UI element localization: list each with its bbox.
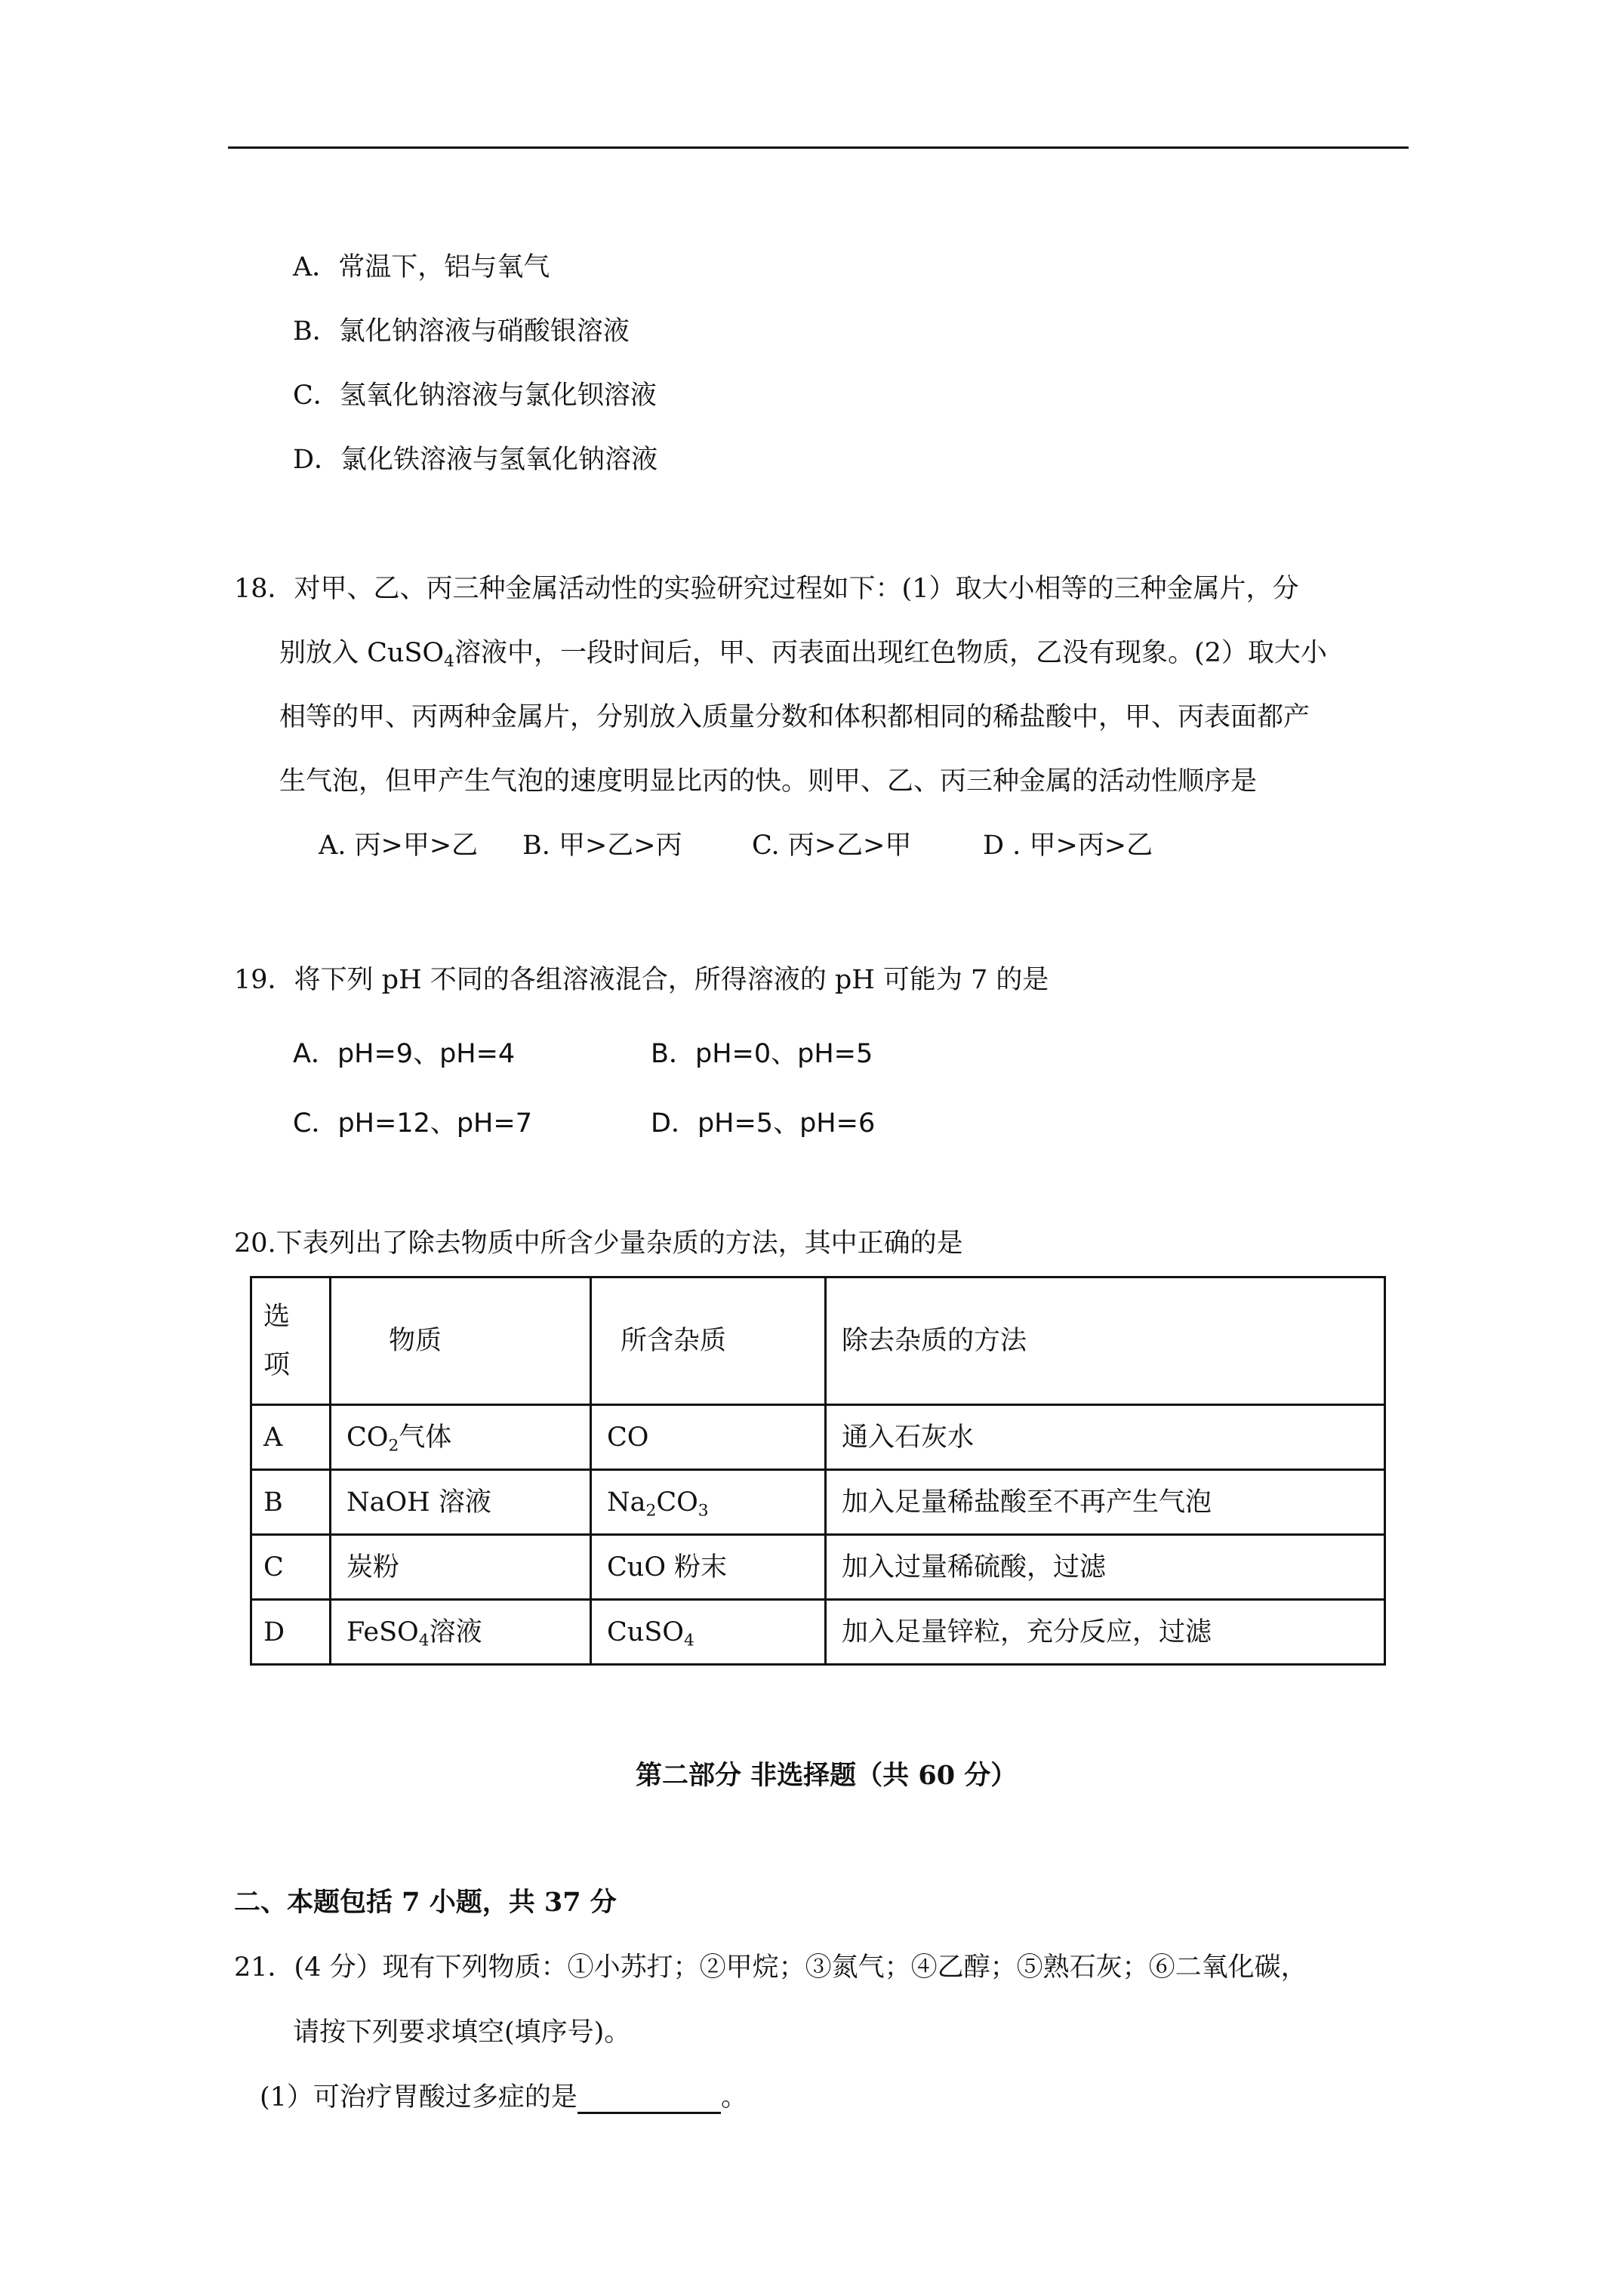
header-substance: 物质 (331, 1277, 591, 1405)
q18-option-c: C. 丙>乙>甲 (752, 831, 912, 861)
row-option: A (251, 1405, 331, 1470)
table-row (251, 1600, 1385, 1665)
answer-blank[interactable] (577, 2086, 721, 2114)
row-option: D (251, 1600, 331, 1665)
q17-option-a: A．常温下，铝与氧气 (293, 252, 550, 282)
header-rule (228, 146, 1409, 149)
table-row (251, 1470, 1385, 1535)
row-method: 加入足量稀盐酸至不再产生气泡 (826, 1470, 1385, 1535)
row-substance: 炭粉 (331, 1535, 591, 1600)
q17-option-d: D．氯化铁溶液与氢氧化钠溶液 (293, 445, 658, 475)
q19-stem: 19．将下列 pH 不同的各组溶液混合，所得溶液的 pH 可能为 7 的是 (234, 965, 1049, 995)
header-method: 除去杂质的方法 (826, 1277, 1385, 1405)
row-substance: $CO_2$气体 (331, 1405, 591, 1470)
row-option: B (251, 1470, 331, 1535)
q21-sub1: (1）可治疗胃酸过多症的是 。 (260, 2082, 747, 2113)
row-impurity: CuSO$_4$ (591, 1600, 826, 1665)
q18-option-d: D . 甲>丙>乙 (983, 831, 1153, 861)
part2-title: 第二部分 非选择题（共 60 分） (636, 1760, 1018, 1791)
section-heading: 二、本题包括 7 小题，共 37 分 (234, 1887, 617, 1918)
q18-stem-line4: 生气泡，但甲产生气泡的速度明显比丙的快。则甲、乙、丙三种金属的活动性顺序是 (279, 766, 1258, 797)
row-impurity: CO (591, 1405, 826, 1470)
q18-option-a: A. 丙>甲>乙 (319, 831, 479, 861)
q19-option-d: D．pH=5、pH=6 (651, 1108, 876, 1139)
q18-stem-line2: 别放入 CuSO$_4$溶液中，一段时间后，甲、丙表面出现红色物质，乙没有现象。(2）取大小 (279, 638, 1327, 671)
q18-option-b: B. 甲>乙>丙 (522, 831, 682, 861)
q21-stem-line2: 请按下列要求填空(填序号)。 (293, 2017, 631, 2048)
row-method: 加入足量锌粒，充分反应，过滤 (826, 1600, 1385, 1665)
q20-stem: 20.下表列出了除去物质中所含少量杂质的方法，其中正确的是 (234, 1228, 963, 1259)
q18-stem-line1: 18．对甲、乙、丙三种金属活动性的实验研究过程如下：(1）取大小相等的三种金属片，分 (234, 574, 1299, 604)
q18-stem-line3: 相等的甲、丙两种金属片，分别放入质量分数和体积都相同的稀盐酸中，甲、丙表面都产 (279, 702, 1310, 732)
q21-stem-line1: 21．(4 分）现有下列物质：①小苏打；②甲烷；③氮气；④乙醇；⑤熟石灰；⑥二氧化碳， (234, 1952, 1307, 1983)
row-impurity: $Na_2CO_3$ (591, 1470, 826, 1535)
table-row (251, 1405, 1385, 1470)
q19-option-c: C．pH=12、pH=7 (293, 1108, 532, 1139)
table-header-row (251, 1277, 1385, 1405)
row-option: C (251, 1535, 331, 1600)
table-row (251, 1535, 1385, 1600)
row-substance: FeSO$_4$溶液 (331, 1600, 591, 1665)
q19-option-b: B．pH=0、pH=5 (651, 1039, 873, 1069)
q19-option-a: A．pH=9、pH=4 (293, 1039, 516, 1069)
q17-option-b: B．氯化钠溶液与硝酸银溶液 (293, 316, 630, 347)
row-method: 通入石灰水 (826, 1405, 1385, 1470)
row-impurity: CuO 粉末 (591, 1535, 826, 1600)
header-option: 选 项 (251, 1277, 331, 1405)
row-substance: NaOH 溶液 (331, 1470, 591, 1535)
q20-table (250, 1276, 1386, 1666)
header-impurity: 所含杂质 (591, 1277, 826, 1405)
q17-option-c: C．氢氧化钠溶液与氯化钡溶液 (293, 381, 657, 411)
row-method: 加入过量稀硫酸，过滤 (826, 1535, 1385, 1600)
